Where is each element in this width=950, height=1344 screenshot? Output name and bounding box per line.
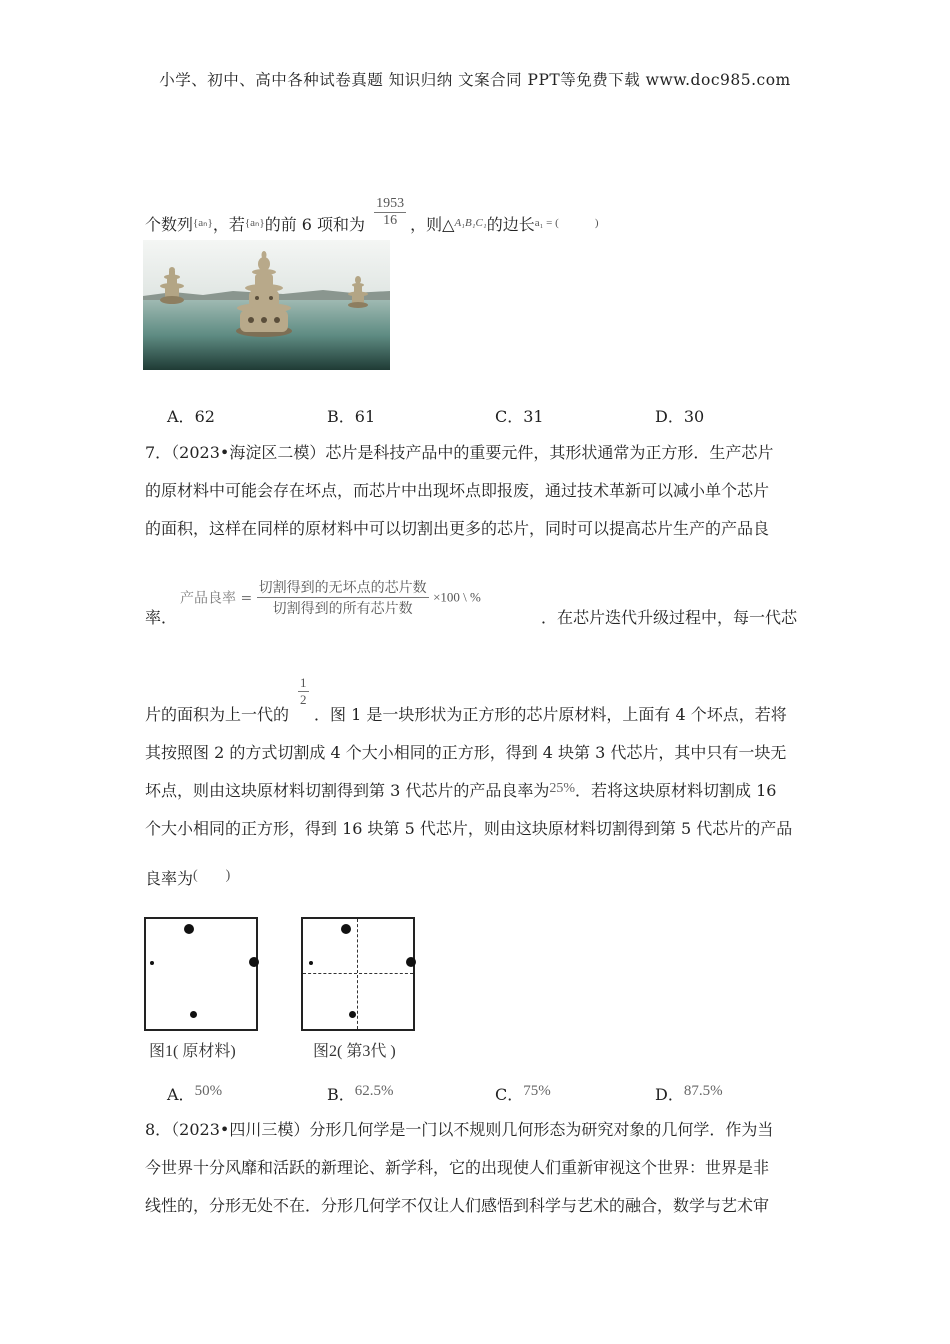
- q7-option-c[interactable]: [495, 1082, 551, 1105]
- defect-dot: [341, 924, 351, 934]
- figure-2-caption: 图2( 第3代 ): [313, 1043, 396, 1060]
- formula-lhs: 产品良率 =: [180, 590, 253, 607]
- frac-one-half: [298, 675, 309, 708]
- option-label: A．: [167, 407, 195, 426]
- option-value: 50%: [194, 1083, 223, 1099]
- option-label: D．: [655, 407, 684, 426]
- q7-line3: 的面积，这样在同样的原材料中可以切割出更多的芯片，同时可以提高芯片生产的产品良: [145, 519, 770, 538]
- half-fraction: [298, 675, 309, 708]
- option-label: B．: [327, 407, 355, 426]
- defect-dot: [406, 957, 416, 967]
- q8-line3: 线性的，分形无处不在．分形几何学不仅让人们感悟到科学与艺术的融合，数学与艺术审: [145, 1196, 770, 1215]
- formula-num: 切割得到的无坏点的芯片数: [258, 581, 427, 596]
- defect-dot: [309, 961, 313, 965]
- option-value: 62.5%: [354, 1083, 394, 1099]
- q6-option-d[interactable]: [655, 404, 704, 427]
- defect-dot: [150, 961, 154, 965]
- q7-line4-end: ．在芯片迭代升级过程中，每一代芯: [541, 608, 798, 627]
- yield-formula: [180, 577, 481, 618]
- q7-option-b[interactable]: [327, 1082, 394, 1105]
- q6-line1: [145, 196, 598, 235]
- pct-25: 25%: [549, 781, 576, 796]
- option-label: C．: [495, 407, 524, 426]
- frac-num: 1953: [376, 196, 405, 211]
- defect-dot: [184, 924, 194, 934]
- option-value: 31: [523, 407, 544, 426]
- fraction-1953-16: [374, 196, 406, 229]
- q8-line2: 今世界十分风靡和活跃的新理论、新学科，它的出现使人们重新审视这个世界：世界是非: [145, 1158, 770, 1177]
- q6-text-b: ，若: [212, 215, 245, 234]
- q7-answer-paren: ( ): [193, 868, 231, 883]
- defect-dot: [249, 957, 259, 967]
- q7-option-d[interactable]: [655, 1082, 723, 1105]
- a1-expr: a₁ = (: [534, 217, 559, 229]
- option-value: 30: [683, 407, 705, 426]
- figure-1-raw-material: [144, 917, 258, 1031]
- q6-text-c: 的前 6 项和为: [264, 215, 366, 234]
- option-label: A．: [167, 1085, 195, 1104]
- q6-option-b[interactable]: [327, 404, 375, 427]
- cut-line-vertical: [357, 919, 358, 1029]
- three-pools-pagoda-photo: [143, 240, 390, 370]
- q7-line9-text: 良率为: [145, 869, 194, 888]
- seq-an-2: {aₙ}: [244, 217, 265, 229]
- q6-text-a: 个数列: [145, 215, 194, 234]
- seq-an-1: {aₙ}: [193, 217, 213, 229]
- cut-line-horizontal: [303, 973, 413, 974]
- q7-option-a[interactable]: [167, 1082, 222, 1105]
- figure-1-caption: 图1( 原材料): [149, 1043, 236, 1060]
- q7-line7-text2: ．若将这块原材料切割成 16: [575, 781, 777, 800]
- q7-line5-end: ．图 1 是一块形状为正方形的芯片原材料，上面有 4 个坏点，若将: [314, 705, 787, 724]
- triangle-label: A₁B₁C₁: [454, 217, 487, 229]
- q7-line7-text: 坏点，则由这块原材料切割得到第 3 代芯片的产品良率为: [145, 781, 550, 800]
- option-value: 87.5%: [683, 1083, 723, 1099]
- formula-fraction: [257, 577, 429, 618]
- defect-dot: [349, 1011, 356, 1018]
- option-value: 62: [194, 407, 215, 426]
- q6-text-e: 的边长: [486, 215, 535, 234]
- page-header: 小学、初中、高中各种试卷真题 知识归纳 文案合同 PPT等免费下载 www.doc985.com: [159, 71, 791, 89]
- q6-option-a[interactable]: [167, 404, 215, 427]
- q7-line2: 的原材料中可能会存在坏点，而芯片中出现坏点即报废，通过技术革新可以减小单个芯片: [145, 481, 770, 500]
- a1-close: ): [594, 217, 599, 229]
- q7-line8: 个大小相同的正方形，得到 16 块第 5 代芯片，则由这块原材料切割得到第 5 代芯片的产品: [145, 819, 793, 838]
- q7-line6: 其按照图 2 的方式切割成 4 个大小相同的正方形，得到 4 块第 3 代芯片，其中只有一块无: [145, 743, 787, 762]
- q8-line1: 8．（2023•四川三模）分形几何学是一门以不规则几何形态为研究对象的几何学．作为当: [145, 1120, 774, 1139]
- option-value: 61: [354, 407, 376, 426]
- q7-line9: [145, 866, 230, 889]
- figure-2-third-generation: [301, 917, 415, 1031]
- option-value: 75%: [523, 1083, 551, 1099]
- q7-line4-start: 率．: [145, 608, 178, 627]
- formula-den: 切割得到的所有芯片数: [257, 597, 429, 618]
- q7-line1: 7．（2023•海淀区二模）芯片是科技产品中的重要元件，其形状通常为正方形．生产芯片: [145, 443, 774, 462]
- option-label: B．: [327, 1085, 355, 1104]
- defect-dot: [190, 1011, 197, 1018]
- option-label: D．: [655, 1085, 684, 1104]
- q7-line7: [145, 778, 776, 801]
- q6-option-c[interactable]: [495, 404, 544, 427]
- half-den: 2: [300, 692, 307, 707]
- option-label: C．: [495, 1085, 524, 1104]
- frac-den: 16: [374, 212, 406, 229]
- q7-line5-start: 片的面积为上一代的: [145, 705, 290, 724]
- half-num: 1: [300, 675, 307, 690]
- q6-text-d: ，则△: [410, 215, 455, 234]
- formula-rhs: ×100 \ %: [433, 589, 481, 605]
